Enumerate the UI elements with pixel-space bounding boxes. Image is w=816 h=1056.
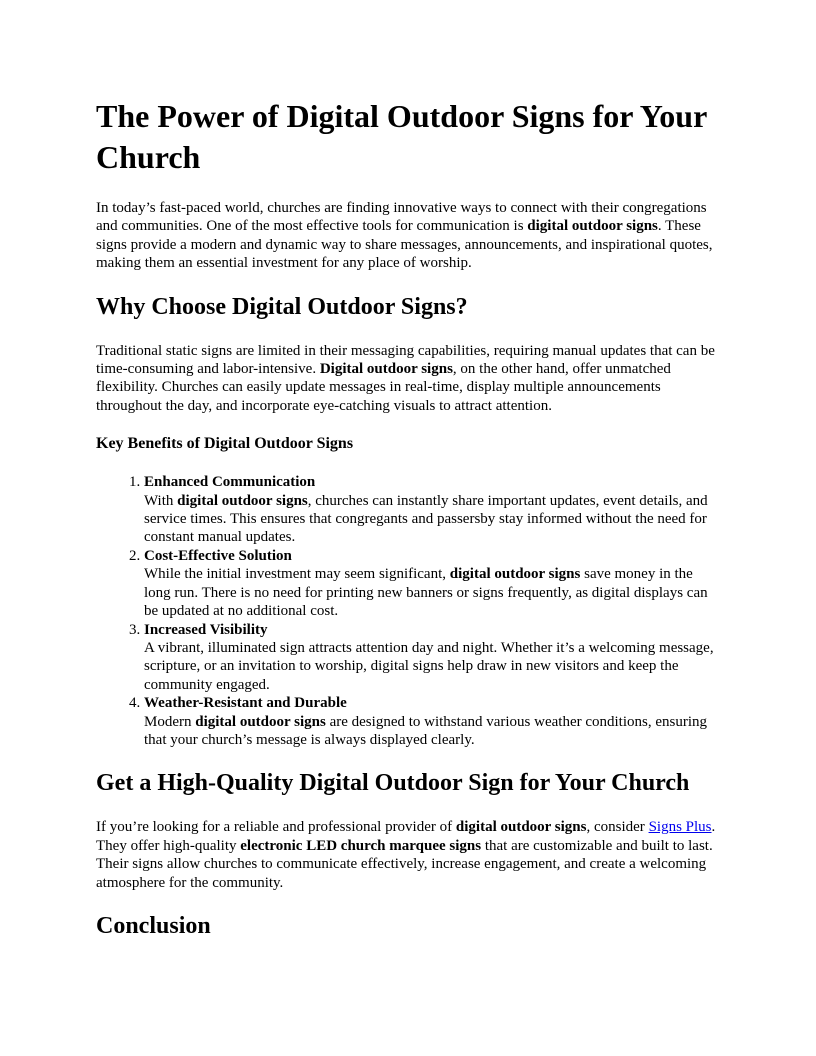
benefits-list (96, 473, 720, 749)
signs-plus-link[interactable]: Signs Plus (648, 819, 712, 836)
benefit-text-pre: With (144, 492, 178, 509)
list-item (144, 694, 720, 749)
get-sign-heading: Get a High-Quality Digital Outdoor Sign for Your Church (96, 770, 690, 797)
page-title: The Power of Digital Outdoor Signs for Your Church (96, 98, 707, 175)
benefit-body (144, 565, 720, 620)
benefit-text-pre: Modern (144, 713, 196, 730)
list-item (144, 547, 720, 621)
benefit-text-pre: A vibrant, illuminated sign attracts attention day and night. Whether it’s a welcoming message, scripture, or an invitation to worship, digital signs help draw in new visitors and keep the community engaged. (144, 639, 714, 693)
why-heading: Why Choose Digital Outdoor Signs? (96, 293, 468, 320)
get-text-4: that are customizable and built to last. Their signs allow churches to communicate effectively, increase engagement, and create a welcoming atmosphere for the community. (96, 837, 713, 891)
list-item (144, 473, 720, 547)
get-sign-paragraph (96, 818, 720, 892)
why-text-1: Traditional static signs are limited in their messaging capabilities, requiring manual updates that can be time-consuming and labor-intensive. (96, 342, 715, 378)
get-bold-product: electronic LED church marquee signs (240, 837, 482, 854)
get-text-2: , consider (586, 819, 649, 836)
intro-bold-keyword: digital outdoor signs (527, 218, 658, 235)
intro-text-1: In today’s fast-paced world, churches are finding innovative ways to connect with their congregations and communities. One of the most effective tools for communication is (96, 200, 707, 235)
benefits-heading: Key Benefits of Digital Outdoor Signs (96, 435, 354, 453)
benefit-bold-keyword: digital outdoor signs (195, 713, 326, 730)
benefit-title: 3. Increased Visibility (144, 621, 268, 638)
benefit-text-pre: While the initial investment may seem significant, (144, 566, 450, 583)
get-text-1: If you’re looking for a reliable and professional provider of (96, 819, 456, 836)
benefit-body (144, 713, 720, 750)
benefit-text-post: , churches can instantly share important updates, event details, and service times. This ensures that congregants and passersby stay informed without the need for constant manual updates. (144, 492, 708, 546)
get-text-3: . They offer high-quality (96, 819, 716, 854)
intro-paragraph (96, 199, 720, 273)
conclusion-heading: Conclusion (96, 912, 211, 939)
benefit-bold-keyword: digital outdoor signs (177, 492, 308, 509)
benefit-title: 4. Weather-Resistant and Durable (144, 695, 347, 712)
get-bold-keyword: digital outdoor signs (455, 819, 587, 836)
intro-text-2: . These signs provide a modern and dynamic way to share messages, announcements, and inspirational quotes, making them an essential investment for any place of worship. (96, 218, 713, 272)
list-item (144, 621, 720, 695)
benefit-bold-keyword: digital outdoor signs (449, 566, 581, 583)
benefit-body (144, 639, 720, 694)
benefit-title: 2. Cost-Effective Solution (144, 547, 292, 564)
benefit-text-post: save money in the long run. There is no need for printing new banners or signs frequently, as digital displays can be updated at no additional cost. (144, 566, 708, 620)
why-bold-keyword: Digital outdoor signs (319, 361, 453, 378)
why-text-2: , on the other hand, offer unmatched flexibility. Churches can easily update messages in real-time, display multiple announcements throughout the day, and incorporate eye-catching visuals to attract attention. (96, 361, 671, 414)
why-paragraph (96, 342, 720, 416)
benefit-text-post: are designed to withstand various weather conditions, ensuring that your church’s message is always displayed clearly. (144, 713, 708, 748)
benefit-body (144, 492, 720, 547)
benefit-title: 1. Enhanced Communication (144, 474, 316, 491)
